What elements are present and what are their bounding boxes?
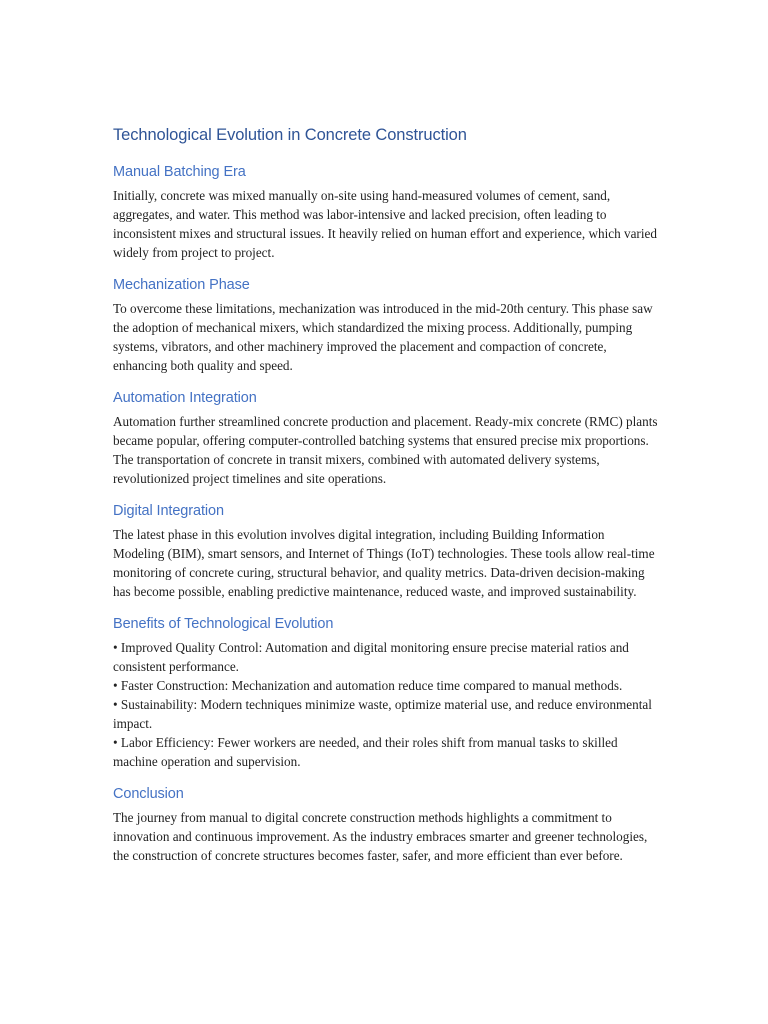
section-heading: Automation Integration (113, 390, 257, 406)
section-automation (113, 388, 658, 488)
section-paragraph: Initially, concrete was mixed manually on-site using hand-measured volumes of cement, sand, aggregates, and water. This method was labor-intensive and lacked precision, often leading to inconsistent mixes and structural issues. It heavily relied on human effort and experience, which varied widely from project to project. (113, 188, 657, 260)
section-mechanization (113, 275, 658, 375)
document-page (113, 124, 658, 878)
list-item: • Sustainability: Modern techniques minimize waste, optimize material use, and reduce environmental impact. (113, 697, 652, 731)
section-paragraph: The journey from manual to digital concrete construction methods highlights a commitment to innovation and continuous improvement. As the industry embraces smarter and greener technologies, the construction of concrete structures becomes faster, safer, and more efficient than ever before. (113, 810, 648, 863)
section-conclusion (113, 784, 658, 865)
section-heading: Conclusion (113, 786, 184, 802)
benefits-list (113, 638, 658, 771)
list-item: • Improved Quality Control: Automation and digital monitoring ensure precise material ratios and consistent performance. (113, 640, 629, 674)
section-heading: Benefits of Technological Evolution (113, 616, 334, 632)
section-heading: Digital Integration (113, 503, 224, 519)
section-paragraph: To overcome these limitations, mechanization was introduced in the mid-20th century. This phase saw the adoption of mechanical mixers, which standardized the mixing process. Additionally, pumping systems, vibrators, and other machinery improved the placement and compaction of concrete, enhancing both quality and speed. (113, 301, 653, 373)
section-paragraph: The latest phase in this evolution involves digital integration, including Building Information Modeling (BIM), smart sensors, and Internet of Things (IoT) technologies. These tools allow real-time monitoring of concrete curing, structural behavior, and quality metrics. Data-driven decision-making has become possible, enabling predictive maintenance, reduced waste, and improved sustainability. (113, 527, 655, 599)
list-item: • Faster Construction: Mechanization and automation reduce time compared to manual methods. (113, 678, 623, 693)
section-paragraph: Automation further streamlined concrete production and placement. Ready-mix concrete (RMC) plants became popular, offering computer-controlled batching systems that ensured precise mix proportions. The transportation of concrete in transit mixers, combined with automated delivery systems, revolutionized project timelines and site operations. (113, 414, 658, 486)
section-manual-batching (113, 162, 658, 262)
list-item: • Labor Efficiency: Fewer workers are needed, and their roles shift from manual tasks to skilled machine operation and supervision. (113, 735, 618, 769)
document-title: Technological Evolution in Concrete Construction (113, 126, 467, 144)
section-digital-integration (113, 501, 658, 601)
section-heading: Mechanization Phase (113, 277, 250, 293)
section-benefits (113, 614, 658, 771)
section-heading: Manual Batching Era (113, 164, 246, 180)
